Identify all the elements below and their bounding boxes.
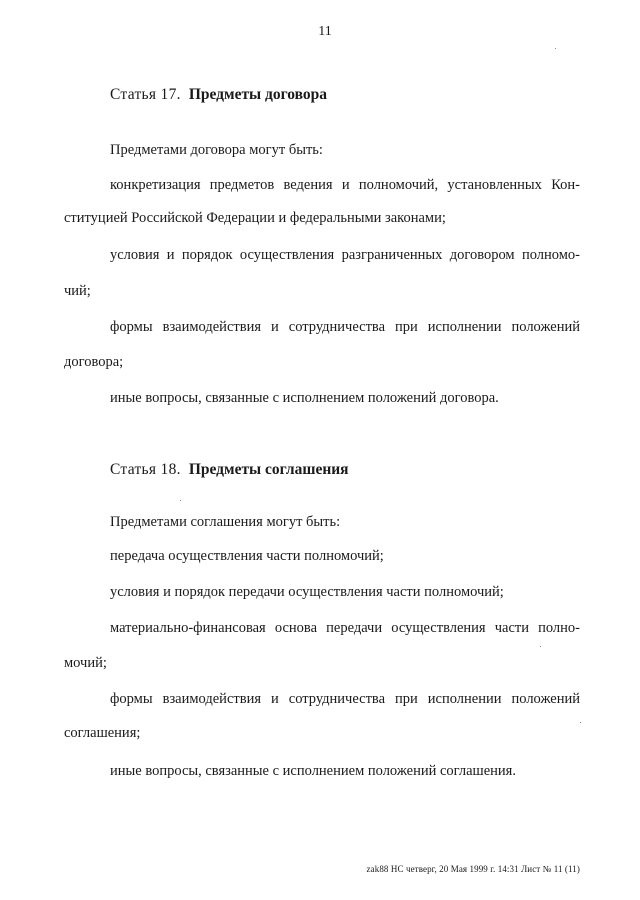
article-18-line-2: условия и порядок передачи осуществления части полномочий; bbox=[110, 584, 504, 600]
scan-speck bbox=[580, 722, 581, 723]
article-18-line-6: соглашения; bbox=[64, 725, 141, 741]
article-17-line-3: условия и порядок осуществления разграниченных договором полномо- bbox=[110, 247, 580, 263]
article-18-number: Статья 18. bbox=[110, 461, 181, 478]
article-17-line-5: формы взаимодействия и сотрудничества при исполнении положений bbox=[110, 319, 580, 335]
article-17-line-6: договора; bbox=[64, 354, 124, 370]
article-17-line-1: конкретизация предметов ведения и полномочий, установленных Кон- bbox=[110, 177, 580, 193]
article-17-line-2: ституцией Российской Федерации и федеральными законами; bbox=[64, 210, 446, 226]
scan-speck bbox=[555, 48, 556, 49]
article-17-number: Статья 17. bbox=[110, 86, 181, 103]
article-18-line-4: мочий; bbox=[64, 655, 107, 671]
article-17-heading bbox=[110, 86, 327, 104]
footer-stamp: zak88 НС четверг, 20 Мая 1999 г. 14:31 Лист № 11 (11) bbox=[366, 864, 580, 874]
article-17-intro: Предметами договора могут быть: bbox=[110, 142, 323, 158]
article-18-intro: Предметами соглашения могут быть: bbox=[110, 514, 341, 530]
article-18-line-1: передача осуществления части полномочий; bbox=[110, 548, 384, 564]
article-18-title: Предметы соглашения bbox=[188, 461, 349, 478]
article-18-heading bbox=[110, 461, 349, 479]
article-18-line-7: иные вопросы, связанные с исполнением положений соглашения. bbox=[110, 763, 516, 779]
page-number: 11 bbox=[318, 24, 332, 39]
article-17-title: Предметы договора bbox=[188, 86, 328, 103]
article-18-line-3: материально-финансовая основа передачи осуществления части полно- bbox=[110, 620, 580, 636]
scan-speck bbox=[180, 500, 181, 501]
scan-speck bbox=[540, 646, 541, 647]
article-18-line-5: формы взаимодействия и сотрудничества при исполнении положений bbox=[110, 691, 580, 707]
article-17-line-7: иные вопросы, связанные с исполнением положений договора. bbox=[110, 390, 499, 406]
article-17-line-4: чий; bbox=[64, 283, 91, 299]
